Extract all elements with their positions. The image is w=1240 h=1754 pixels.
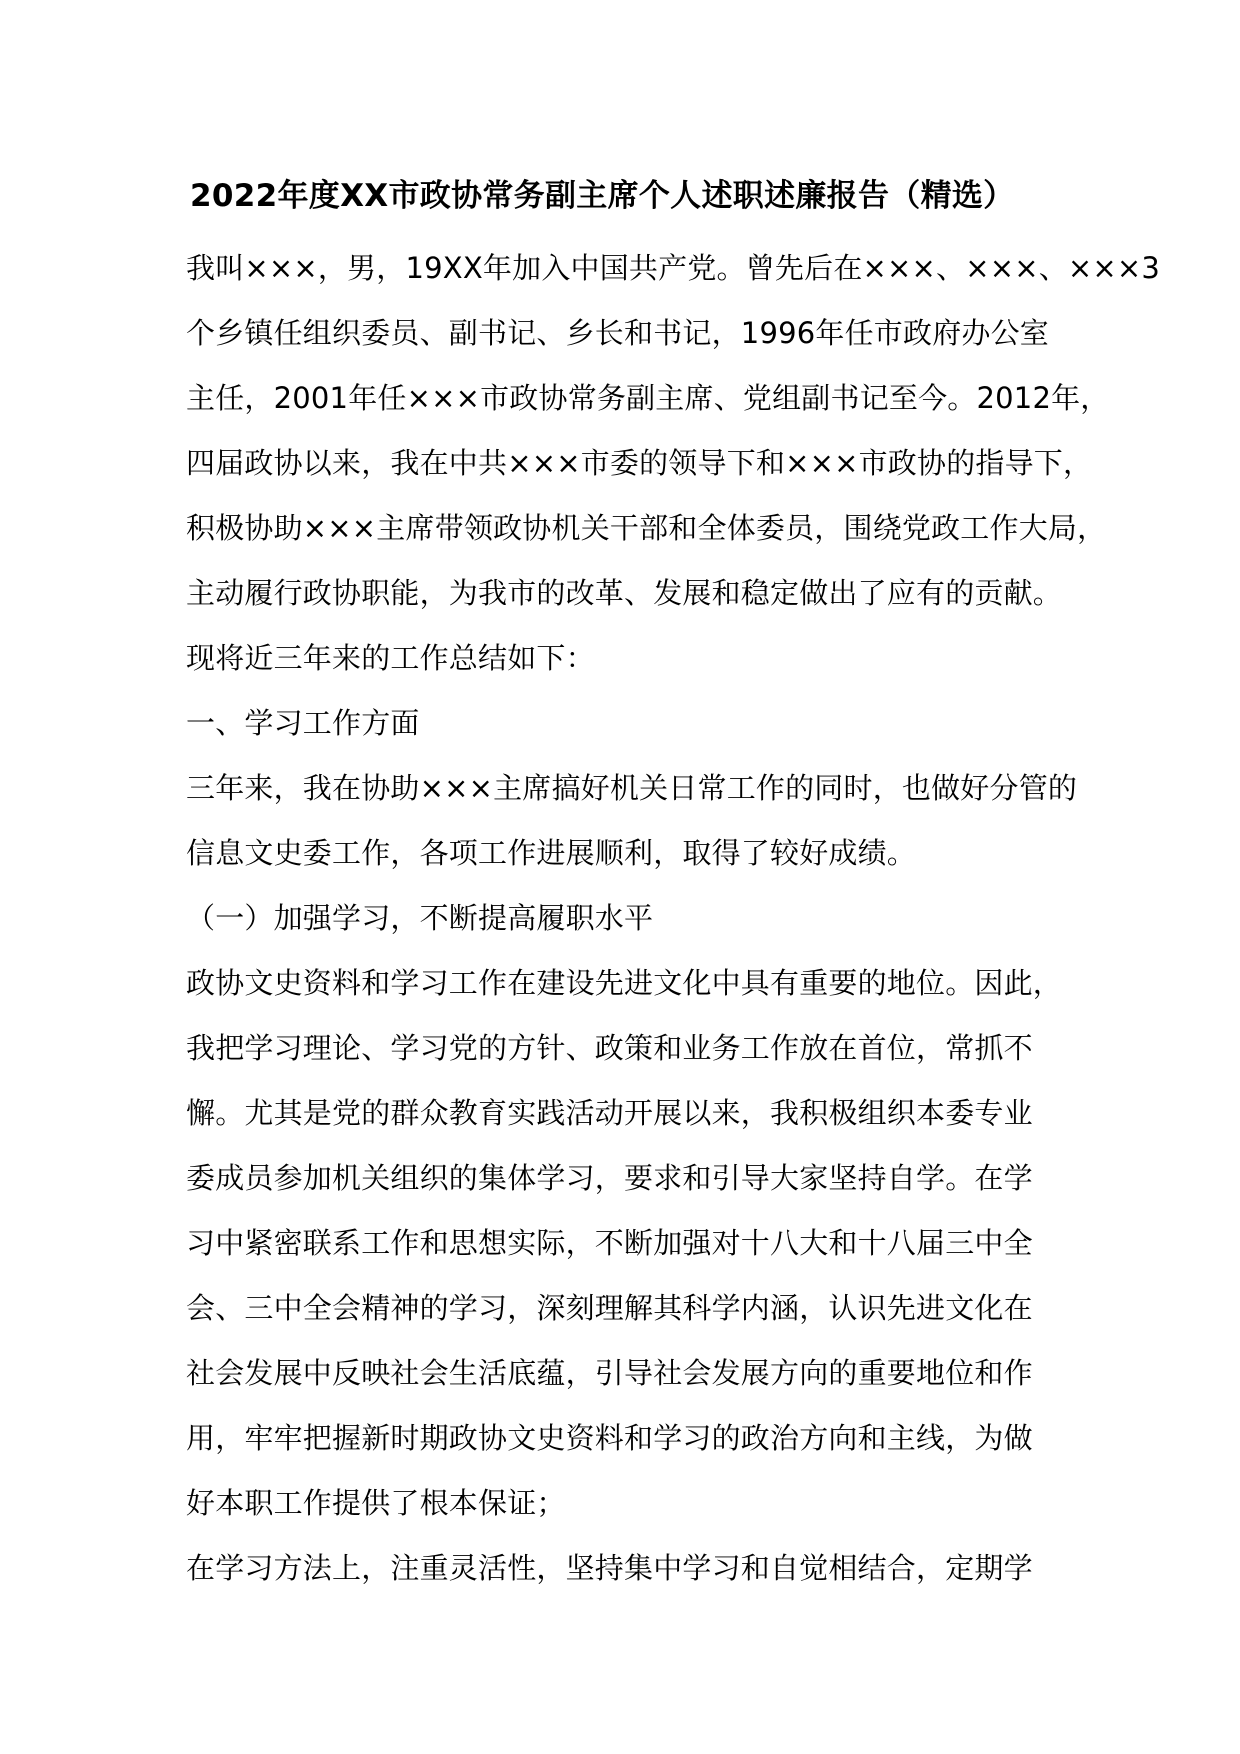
- text-line: 政协文史资料和学习工作在建设先进文化中具有重要的地位。因此，: [186, 966, 1063, 1000]
- text-line: 我把学习理论、学习党的方针、政策和业务工作放在首位，常抓不: [186, 1031, 1033, 1065]
- text-line: 我叫×××，男，19XX年加入中国共产党。曾先后在×××、×××、×××3: [186, 251, 1161, 285]
- section-heading: 一、学习工作方面: [186, 706, 420, 740]
- text-line: 委成员参加机关组织的集体学习，要求和引导大家坚持自学。在学: [186, 1161, 1033, 1195]
- text-line: 用，牢牢把握新时期政协文史资料和学习的政治方向和主线，为做: [186, 1421, 1033, 1455]
- text-line: 三年来，我在协助×××主席搞好机关日常工作的同时，也做好分管的: [186, 771, 1078, 805]
- text-line: 在学习方法上，注重灵活性，坚持集中学习和自觉相结合，定期学: [186, 1551, 1033, 1585]
- text-line: 主任，2001年任×××市政协常务副主席、党组副书记至今。2012年，: [186, 381, 1110, 415]
- text-line: 主动履行政协职能，为我市的改革、发展和稳定做出了应有的贡献。: [186, 576, 1063, 610]
- text-line: 会、三中全会精神的学习，深刻理解其科学内涵，认识先进文化在: [186, 1291, 1033, 1325]
- text-line: 好本职工作提供了根本保证；: [186, 1486, 566, 1520]
- document-title: 2022年度XX市政协常务副主席个人述职述廉报告（精选）: [190, 178, 1015, 214]
- subsection-heading: （一）加强学习，不断提高履职水平: [186, 901, 654, 935]
- text-line: 信息文史委工作，各项工作进展顺利，取得了较好成绩。: [186, 836, 917, 870]
- text-line: 懈。尤其是党的群众教育实践活动开展以来，我积极组织本委专业: [186, 1096, 1033, 1130]
- text-line: 个乡镇任组织委员、副书记、乡长和书记，1996年任市政府办公室: [186, 316, 1050, 350]
- document-body: [186, 236, 1161, 1601]
- text-line: 社会发展中反映社会生活底蕴，引导社会发展方向的重要地位和作: [186, 1356, 1033, 1390]
- text-line: 习中紧密联系工作和思想实际，不断加强对十八大和十八届三中全: [186, 1226, 1033, 1260]
- text-line: 现将近三年来的工作总结如下：: [186, 641, 595, 675]
- text-line: 四届政协以来，我在中共×××市委的领导下和×××市政协的指导下，: [186, 446, 1093, 480]
- text-line: 积极协助×××主席带领政协机关干部和全体委员，围绕党政工作大局，: [186, 511, 1107, 545]
